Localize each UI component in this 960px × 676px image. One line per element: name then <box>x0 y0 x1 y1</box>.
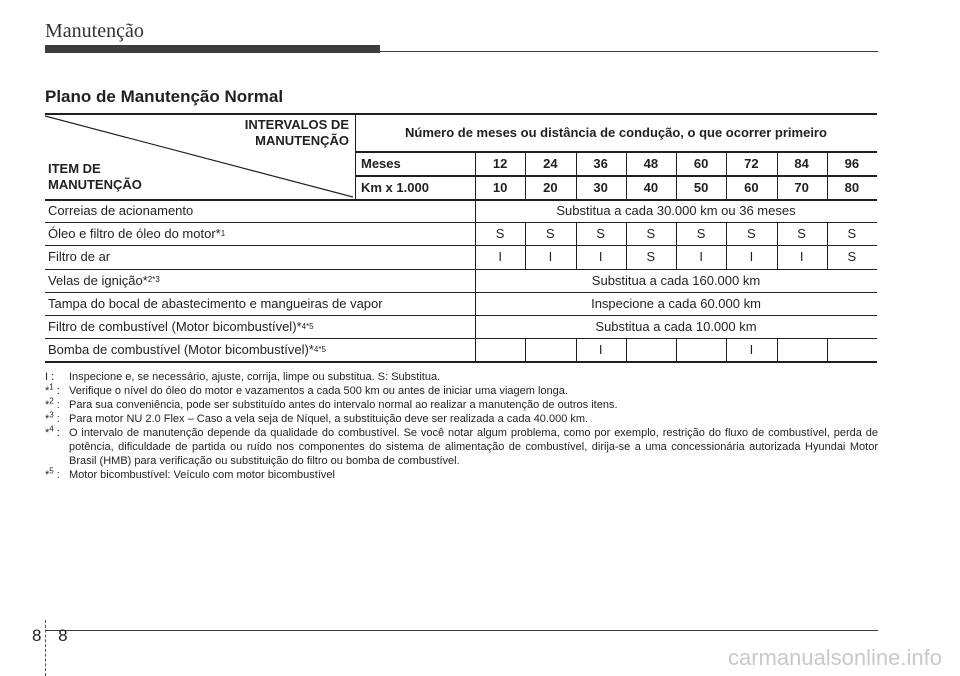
table-rule <box>45 113 877 115</box>
table-column-rule <box>525 338 526 361</box>
interval-cell <box>626 338 676 361</box>
table-column-rule <box>475 199 476 222</box>
km-value: 10 <box>492 179 508 195</box>
interval-cell <box>475 338 525 361</box>
table-column-rule <box>626 338 627 361</box>
interval-cell: I <box>498 249 502 265</box>
table-column-rule <box>626 222 627 245</box>
footnote-text: O intervalo de manutenção depende da qualidade do combustível. Se você notar algum problema, como por exemplo, restrição do fluxo de combustível, perda de potência, dificuldade de partida ou ruído nos componentes do sistema de alimentação de combustível, dirija-se a uma concessionária autorizada Hyundai Motor Brasil (HMB) para verificação ou substituição do filtro ou bomba de combustível. <box>69 427 878 467</box>
interval-span: Inspecione a cada 60.000 km <box>591 295 761 311</box>
months-value: 36 <box>593 155 608 171</box>
header-divider <box>355 113 356 199</box>
footnote <box>45 384 878 398</box>
km-value: 80 <box>844 179 860 195</box>
table-rule <box>45 361 877 363</box>
interval-cell: I <box>699 249 703 265</box>
table-column-rule <box>726 222 727 245</box>
maintenance-item: Correias de acionamento <box>48 203 194 219</box>
footnote-text: Inspecione e, se necessário, ajuste, corrija, limpe ou substitua. S: Substitua. <box>69 371 441 383</box>
table-column-rule <box>777 338 778 361</box>
footnote-key: *$^1$ : <box>45 382 60 397</box>
interval-cell: I <box>598 249 603 265</box>
months-value: 60 <box>693 155 709 171</box>
footnote-text: Verifique o nível do óleo do motor e vazamentos a cada 500 km ou antes de iniciar uma viagem longa. <box>69 385 568 397</box>
months-label: Meses <box>361 155 401 171</box>
maintenance-item: Velas de ignição* 2*3 <box>48 272 160 288</box>
months-value: 84 <box>794 155 809 171</box>
months-value: 12 <box>492 155 508 171</box>
table-column-rule <box>475 222 476 245</box>
months-value: 48 <box>643 155 659 171</box>
table-column-rule <box>726 245 727 268</box>
km-value: 20 <box>543 179 558 195</box>
table-column-rule <box>676 245 677 268</box>
table-column-rule <box>777 222 778 245</box>
footnote <box>45 370 878 384</box>
footnote-text: Motor bicombustível: Veículo com motor bicombustível <box>69 469 335 481</box>
footnote-text: Para motor NU 2.0 Flex – Caso a vela seja de Níquel, a substituição deve ser realizada a cada 40.000 km. <box>69 413 589 425</box>
footnote-key: *$^3$ : <box>45 410 60 425</box>
months-value: 96 <box>844 155 860 171</box>
interval-cell: S <box>797 226 806 242</box>
km-value: 30 <box>593 179 608 195</box>
footnote <box>45 468 878 482</box>
table-column-rule <box>475 269 476 292</box>
table-column-rule <box>676 222 677 245</box>
table-column-rule <box>827 222 828 245</box>
header-rule-thin <box>380 51 878 52</box>
interval-cell: I <box>749 342 754 358</box>
maintenance-item: Filtro de combustível (Motor bicombustível)* 4*5 <box>48 319 314 335</box>
months-value: 72 <box>744 155 759 171</box>
interval-cell: S <box>546 226 555 242</box>
km-value: 50 <box>693 179 709 195</box>
maintenance-item: Bomba de combustível (Motor bicombustível)* 4*5 <box>48 342 326 358</box>
maintenance-item: Filtro de ar <box>48 249 111 265</box>
table-column-rule <box>576 245 577 268</box>
interval-cell: I <box>749 249 754 265</box>
interval-span: Substitua a cada 10.000 km <box>595 319 757 335</box>
table-column-rule <box>626 245 627 268</box>
maintenance-item: Óleo e filtro de óleo do motor* 1 <box>48 226 226 242</box>
interval-cell: S <box>847 249 857 265</box>
interval-span: Substitua a cada 160.000 km <box>591 272 761 288</box>
corner-top-line-2: MANUTENÇÃO <box>255 133 349 148</box>
maintenance-item: Tampa do bocal de abastecimento e mangueiras de vapor <box>48 295 383 311</box>
footnote-key: I : <box>45 371 55 383</box>
interval-cell: S <box>596 226 605 242</box>
interval-cell: I <box>548 249 553 265</box>
corner-top-line-1: INTERVALOS DE <box>244 117 349 132</box>
km-value: 70 <box>794 179 809 195</box>
interval-cell: S <box>747 226 756 242</box>
footnote-key: *$^5$ : <box>45 466 60 481</box>
section-header: Manutenção <box>45 20 144 42</box>
interval-cell <box>525 338 575 361</box>
km-value: 60 <box>744 179 759 195</box>
footnotes <box>45 370 878 482</box>
interval-cell <box>777 338 827 361</box>
footnote-text: Para sua conveniência, pode ser substituído antes do intervalo normal ao realizar a manutenção de outros itens. <box>69 399 618 411</box>
km-value: 40 <box>643 179 659 195</box>
corner-bottom-label <box>48 161 142 193</box>
table-column-rule <box>676 338 677 361</box>
interval-cell: I <box>799 249 804 265</box>
interval-cell: S <box>495 226 505 242</box>
table-column-rule <box>726 338 727 361</box>
table-column-rule <box>525 245 526 268</box>
interval-cell: I <box>598 342 603 358</box>
table-column-rule <box>777 245 778 268</box>
table-column-rule <box>475 292 476 315</box>
page-number: 8 8 <box>32 626 74 645</box>
footnote <box>45 412 878 426</box>
footnote <box>45 398 878 412</box>
table-column-rule <box>576 222 577 245</box>
interval-cell: S <box>696 226 706 242</box>
corner-bottom-line-1: ITEM DE <box>48 161 101 176</box>
footer-rule <box>45 630 878 631</box>
table-column-rule <box>525 222 526 245</box>
footnote-key: *$^2$ : <box>45 396 60 411</box>
km-label: Km x 1.000 <box>361 179 429 195</box>
table-column-rule <box>475 338 476 361</box>
months-value: 24 <box>543 155 558 171</box>
corner-bottom-line-2: MANUTENÇÃO <box>48 177 142 192</box>
table-column-rule <box>827 338 828 361</box>
interval-span: Substitua a cada 30.000 km ou 36 meses <box>556 203 796 219</box>
table-column-rule <box>827 245 828 268</box>
table-column-rule <box>475 245 476 268</box>
corner-top-label <box>165 117 349 149</box>
span-header: Número de meses ou distância de condução, o que ocorrer primeiro <box>405 124 827 140</box>
watermark: carmanualsonline.info <box>727 645 942 670</box>
table-column-rule <box>576 338 577 361</box>
interval-cell: S <box>646 249 656 265</box>
header-rule-thick <box>45 45 380 53</box>
interval-cell <box>827 338 877 361</box>
footnote-key: *$^4$ : <box>45 424 60 439</box>
interval-cell: S <box>847 226 857 242</box>
interval-cell <box>676 338 726 361</box>
table-column-rule <box>475 315 476 338</box>
footnote <box>45 426 878 468</box>
page-title: Plano de Manutenção Normal <box>45 87 284 106</box>
interval-cell: S <box>646 226 656 242</box>
